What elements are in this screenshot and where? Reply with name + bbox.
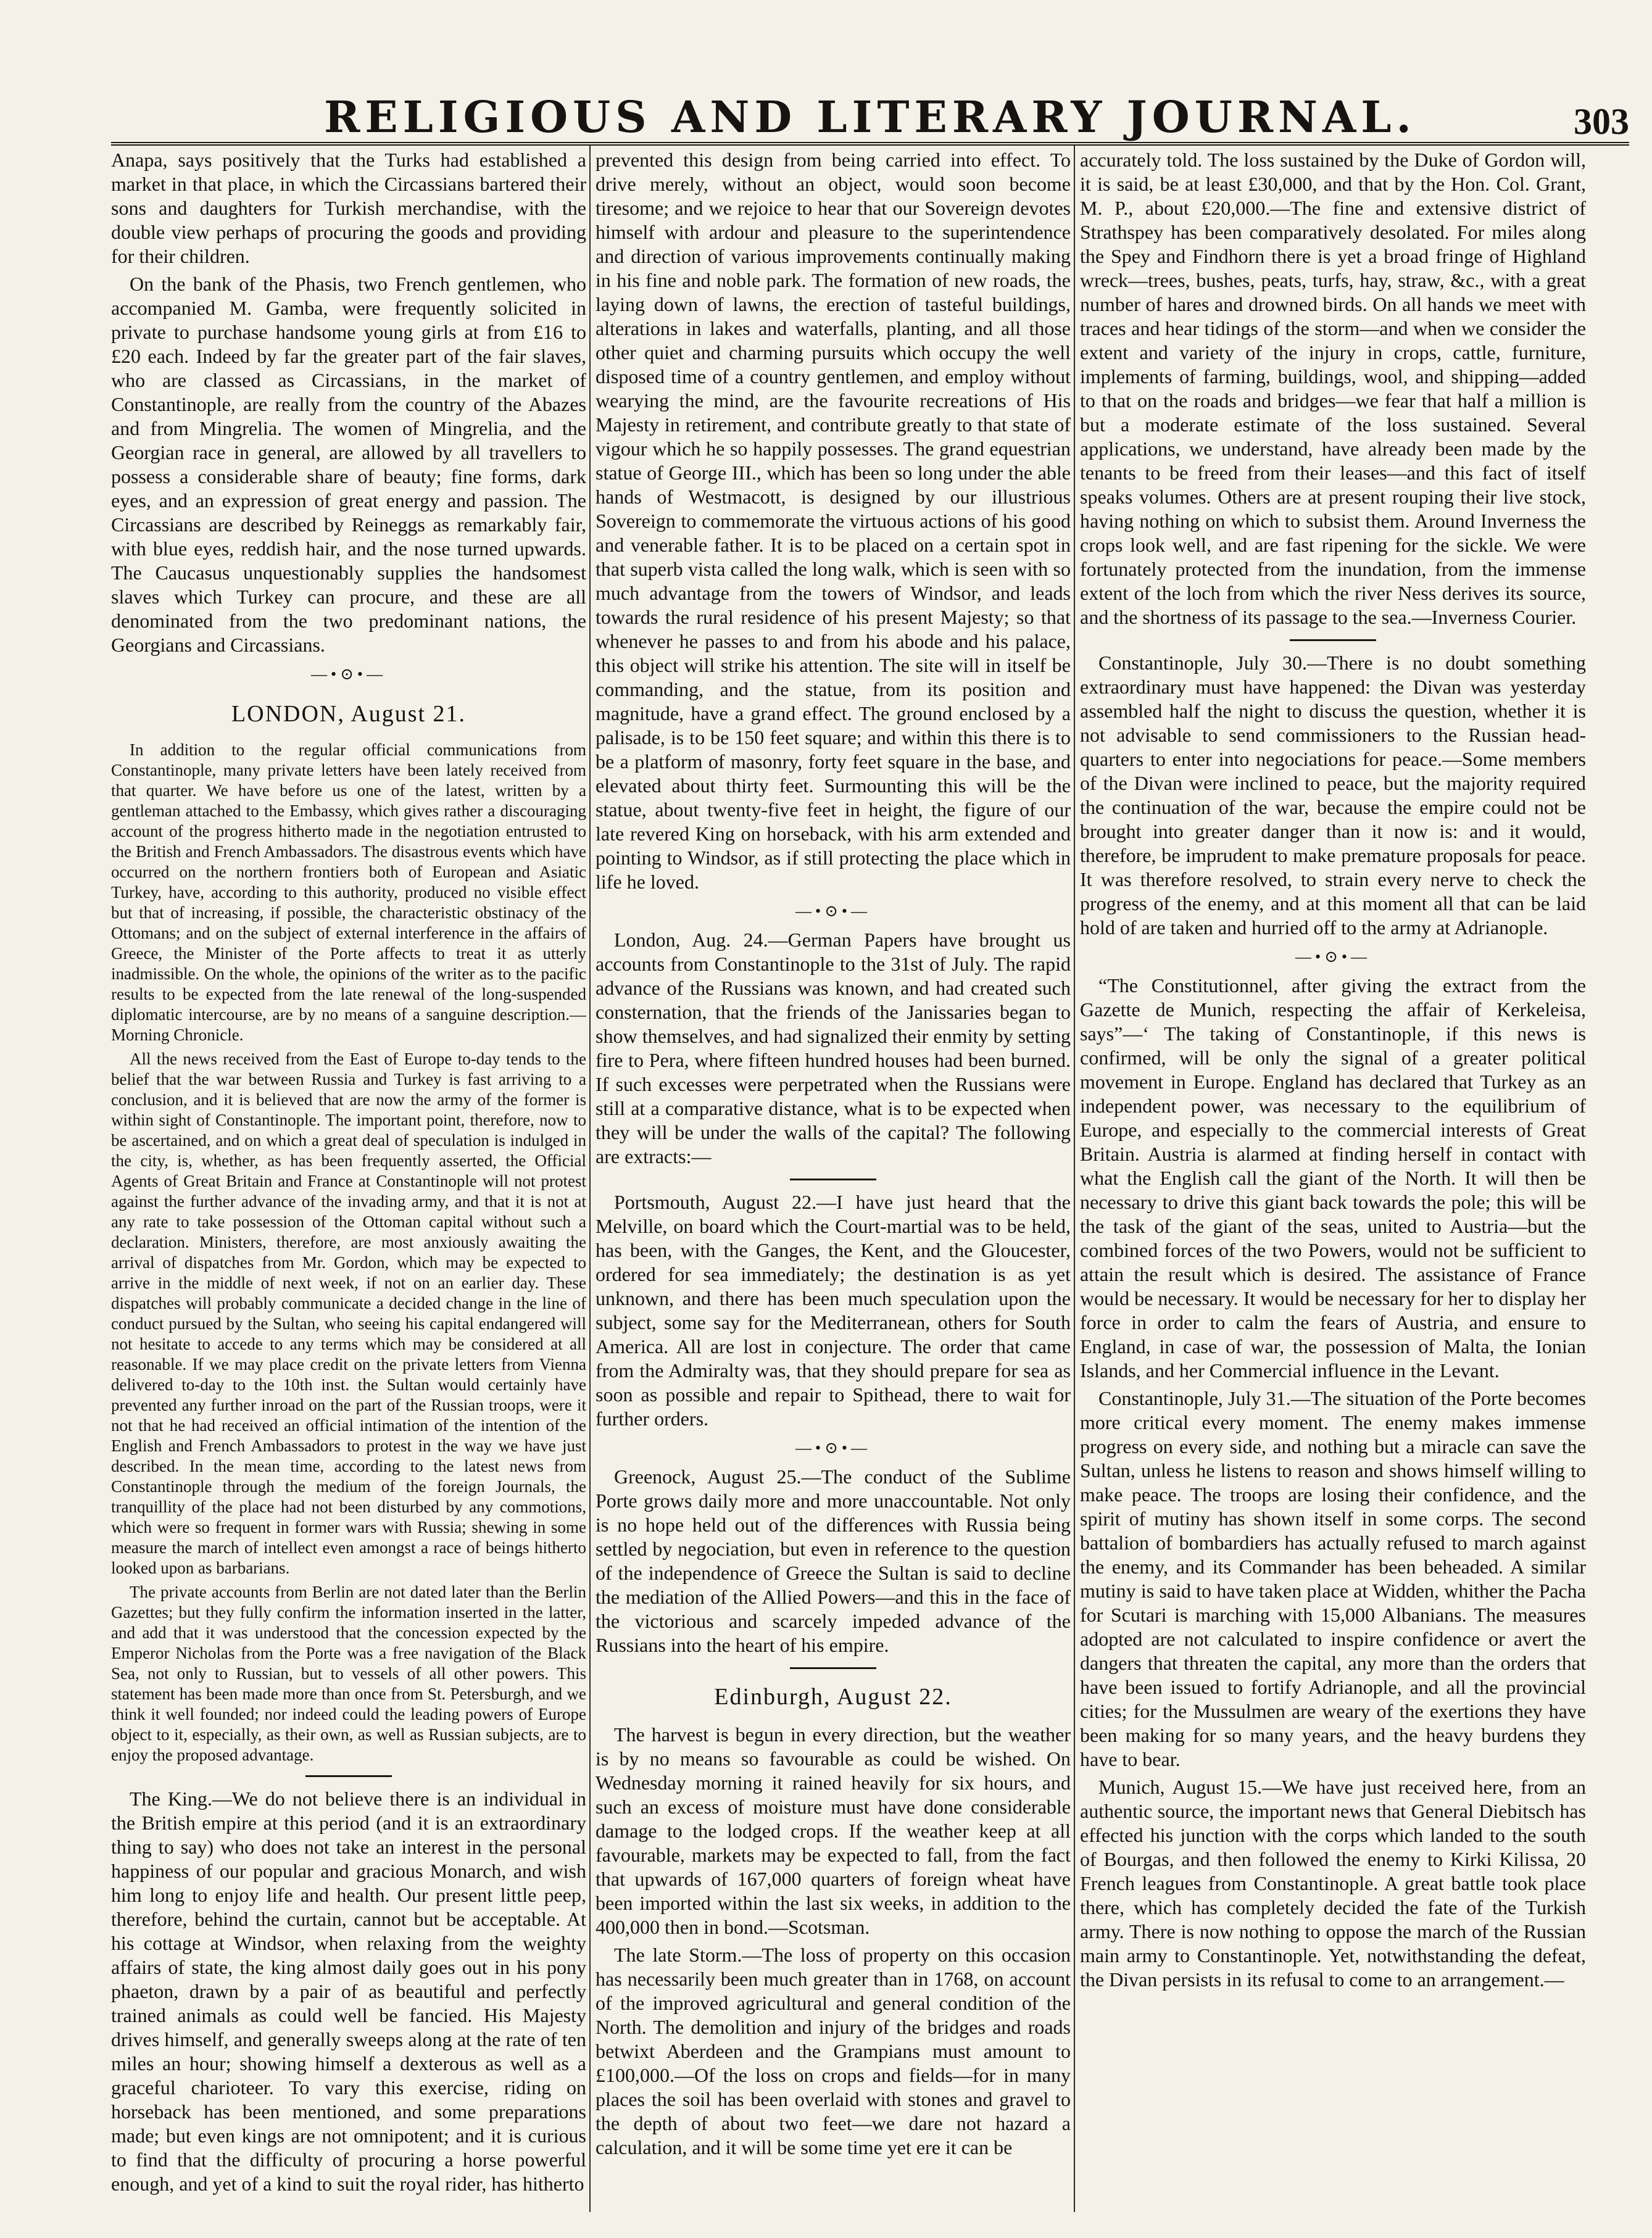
column-2 (596, 148, 1071, 2209)
article-paragraph: “The Constitutionnel, after giving the extract from the Gazette de Munich, respecting the affair of Kerkeleisa, says”—‘ The taking of Constantinople, if this news is confirmed, will be only the signal of a greater political movement in Europe. England has declared that Turkey as an independent power, was necessary to the equilibrium of Europe, and especially to the commercial interests of Great Britain. Austria is alarmed at finding herself in contact with what the English call the giant of the North. It will then be necessary to drive this giant back towards the pole; this will be the task of the giant of the seas, united to Austria—but the combined forces of the two Powers, would not be sufficient to attain the result which is desired. The assistance of France would be necessary. It would be necessary for her to display her force in order to calm the fears of Austria, and ensure to England, in case of war, the possession of Malta, the Ionian Islands, and her Commercial influence in the Levant. (1080, 974, 1586, 1382)
section-rule (1290, 639, 1376, 641)
column-divider (1074, 145, 1075, 2212)
article-paragraph: London, Aug. 24.—German Papers have brought us accounts from Constantinople to the 31st of July. The rapid advance of the Russians was known, and had created such consternation, that the friends of the Janissaries began to show themselves, and had signalized their enmity by setting fire to Pera, where fifteen hundred houses had been burned. If such excesses were perpetrated when the Russians were still at a comparative distance, what is to be expected when they will be under the walls of the capital? The following are extracts:— (596, 929, 1071, 1167)
article-paragraph: Constantinople, July 30.—There is no doubt something extraordinary must have happened: the Divan was yesterday assembled half the night to discuss the question, whether it is not advisable to send commissioners to the Russian head-quarters to enter into negociations for peace.—Some members of the Divan were inclined to peace, but the majority required the continuation of the war, because the empire could not be brought into greater danger than it now is: and it would, therefore, be imprudent to make premature proposals for peace. It was therefore resolved, to strain every nerve to check the progress of the enemy, and at this moment all that can be laid hold of are taken and hurried off to the army at Adrianople. (1080, 652, 1586, 939)
article-paragraph: Constantinople, July 31.—The situation of the Porte becomes more critical every moment. The enemy makes immense progress on every side, and nothing but a miracle can save the Sultan, unless he listens to reason and shows himself willing to make peace. The troops are losing their confidence, and the spirit of mutiny has shown itself in some corps. The second battalion of bombardiers has actually refused to march against the enemy, and its Commander has been beheaded. A similar mutiny is said to have taken place at Widden, whither the Pacha for Scutari is marching with 15,000 Albanians. The measures adopted are not calculated to inspire confidence or avert the dangers that threaten the capital, any more than the orders that have been issued to fortify Adrianople, and all the provincial cities; for the Mussulmen are weary of the exertions they have been making for so many years, and the heavy burdens they have to bear. (1080, 1387, 1586, 1770)
section-heading: Edinburgh, August 22. (714, 1684, 952, 1710)
column-1 (111, 148, 586, 2209)
column-divider (589, 145, 591, 2212)
article-paragraph: All the news received from the East of Europe to-day tends to the belief that the war between Russia and Turkey is fast arriving to a conclusion, and it is believed that are now the army of the former is within sight of Constantinople. The important point, therefore, now to be ascertained, and on which a great deal of speculation is indulged in the city, is, whether, as has been frequently asserted, the Official Agents of Great Britain and France at Constantinople will not protest against the further advance of the invading army, and that it is not at any rate to take possession of the Ottoman capital without such a declaration. Ministers, therefore, are most anxiously awaiting the arrival of dispatches from Mr. Gordon, which may be expected to arrive in the middle of next week, if not on an earlier day. These dispatches will probably communicate a decided change in the line of conduct pursued by the Sultan, who seeing his capital endangered will not hesitate to accede to any terms which may be considered at all reasonable. If we may place credit on the private letters from Vienna delivered to-day to the 10th inst. the Sultan would certainly have prevented any further inroad on the part of the Russian troops, were it not that he had received an official intimation of the intention of the English and French Ambassadors to protest in the way we have just described. In the mean time, according to the latest news from Constantinople through the medium of the foreign Journals, the tranquillity of the place had not been disturbed by any commotions, which were so frequent in former wars with Russia; shewing in some measure the march of intellect even amongst a race of beings hitherto looked upon as barbarians. (111, 1050, 586, 1577)
ornament-divider: —•⊙•— (1295, 948, 1371, 966)
ornament-divider: —•⊙•— (795, 1439, 871, 1457)
section-rule (790, 1179, 876, 1180)
article-paragraph: In addition to the regular official communications from Constantinople, many private letters have been lately received from that quarter. We have before us one of the latest, written by a gentleman attached to the Embassy, which gives rather a discouraging account of the progress hitherto made in the negotiation entrusted to the British and French Ambassadors. The disastrous events which have occurred on the northern frontiers both of European and Asiatic Turkey, have, according to this authority, produced no visible effect but that of increasing, if possible, the characteristic obstinacy of the Ottomans; and on the subject of external interference in the affairs of Greece, the Minister of the Porte affects to treat it as utterly inadmissible. On the whole, the opinions of the writer as to the pacific results to be expected from the late renewal of the long-suspended diplomatic intercourse, are by no means of a sanguine description.—Morning Chronicle. (111, 740, 586, 1044)
article-paragraph: Anapa, says positively that the Turks had established a market in that place, in which the Circassians bartered their sons and daughters for Turkish merchandise, with the double view perhaps of procuring the goods and providing for their children. (111, 149, 586, 267)
article-paragraph: The harvest is begun in every direction, but the weather is by no means so favourable as could be wished. On Wednesday morning it rained heavily for six hours, and such an excess of moisture must have done considerable damage to the lodged crops. If the weather keep at all favourable, markets may be expected to fall, from the fact that upwards of 167,000 quarters of foreign wheat have been imported within the last six weeks, in addition to the 400,000 then in bond.—Scotsman. (596, 1723, 1071, 1938)
article-paragraph: The private accounts from Berlin are not dated later than the Berlin Gazettes; but they fully confirm the information inserted in the latter, and add that it was understood that the concession expected by the Emperor Nicholas from the Porte was a free navigation of the Black Sea, not only to Russian, but to vessels of all other powers. This statement has been made more than once from St. Petersburgh, and we think it well founded; nor indeed could the leading powers of Europe object to it, especially, as their own, as well as Russian subjects, are to enjoy the proposed advantage. (111, 1583, 586, 1764)
article-paragraph: Greenock, August 25.—The conduct of the Sublime Porte grows daily more and more unaccountable. Not only is no hope held out of the differences with Russia being settled by negociation, but even in reference to the question of the independence of Greece the Sultan is said to decline the mediation of the Allied Powers—and this in the face of the victorious and scarcely impeded advance of the Russians into the heart of his empire. (596, 1465, 1071, 1656)
ornament-divider: —•⊙•— (795, 902, 871, 920)
masthead-title: RELIGIOUS AND LITERARY JOURNAL. (324, 91, 1416, 143)
section-rule (305, 1775, 392, 1777)
article-paragraph: prevented this design from being carried into effect. To drive merely, without an object, would soon become tiresome; and we rejoice to hear that our Sovereign devotes himself with ardour and pleasure to the superintendence and direction of various improvements continually making in his fine and noble park. The formation of new roads, the laying down of lawns, the erection of tasteful buildings, alterations in lakes and waterfalls, planting, and all those other quiet and charming pursuits which occupy the well disposed time of a country gentlemen, and employ without wearying the mind, are the favourite recreations of His Majesty in retirement, and contribute greatly to that state of vigour which he so happily possesses. The grand equestrian statue of George III., which has been so long under the able hands of Westmacott, is designed by our illustrious Sovereign to commemorate the virtuous actions of his good and venerable father. It is to be placed on a certain spot in that superb vista called the long walk, which is seen with so much advantage from the towers of Windsor, and leads towards the rural residence of his present Majesty; so that whenever he passes to and from his abode and his palace, this object will strike his attention. The site will in itself be commanding, and the statue, from its position and magnitude, have a grand effect. The ground enclosed by a palisade, is to be 150 feet square; and within this there is to be a platform of masonry, forty feet square in the base, and elevated about thirty feet. Surmounting this will be the statue, about twenty-five feet in height, the figure of our late revered King on horseback, with his arm extended and pointing to Windsor, as if still protecting the place which in life he loved. (596, 149, 1071, 893)
page-number: 303 (1574, 101, 1629, 142)
column-3 (1080, 148, 1586, 2209)
article-paragraph: Portsmouth, August 22.—I have just heard that the Melville, on board which the Court-martial was to be held, has been, with the Ganges, the Kent, and the Gloucester, ordered for sea immediately; the destination is as yet unknown, and there has been much speculation upon the subject, some say for the Mediterranean, others for South America. All are lost in conjecture. The order that came from the Admiralty was, that they should prepare for sea as soon as possible and repair to Spithead, there to wait for further orders. (596, 1191, 1071, 1430)
section-heading: LONDON, August 21. (231, 701, 467, 727)
article-paragraph: On the bank of the Phasis, two French gentlemen, who accompanied M. Gamba, were frequently solicited in private to purchase handsome young girls at from £16 to £20 each. Indeed by far the greater part of the fair slaves, who are classed as Circassians, in the market of Constantinople, are really from the country of the Abazes and from Mingrelia. The women of Mingrelia, and the Georgian race in general, are allowed by all travellers to possess a considerable share of beauty; fine forms, dark eyes, and an expression of great energy and passion. The Circassians are described by Reineggs as remarkably fair, with blue eyes, reddish hair, and the nose turned upwards. The Caucasus unquestionably supplies the handsomest slaves which Turkey can procure, and these are all denominated from the two predominant nations, the Georgians and Circassians. (111, 273, 586, 656)
ornament-divider: —•⊙•— (311, 665, 386, 683)
article-paragraph: The late Storm.—The loss of property on this occasion has necessarily been much greater than in 1768, on account of the improved agricultural and general condition of the North. The demolition and injury of the bridges and roads betwixt Aberdeen and the Grampians must amount to £100,000.—Of the loss on crops and fields—for in many places the soil has been overlaid with stones and gravel to the depth of about two feet—we dare not hazard a calculation, and it will be some time yet ere it can be (596, 1944, 1071, 2158)
article-paragraph: Munich, August 15.—We have just received here, from an authentic source, the important news that General Diebitsch has effected his junction with the corps which landed to the south of Bourgas, and then followed the enemy to Kirki Kilissa, 20 French leagues from Constantinople. A great battle took place there, which has completely decided the fate of the Turkish army. There is now nothing to oppose the march of the Russian main army to Constantinople. Yet, notwithstanding the defeat, the Divan persists in its refusal to come to an arrangement.— (1080, 1776, 1586, 1991)
masthead (111, 93, 1629, 146)
article-paragraph: accurately told. The loss sustained by the Duke of Gordon will, it is said, be at least £30,000, and that by the Hon. Col. Grant, M. P., about £20,000.—The fine and extensive district of Strathspey has been comparatively desolated. For miles along the Spey and Findhorn there is yet a broad fringe of Highland wreck—trees, bushes, peats, turfs, hay, straw, &c., with a great number of hares and drowned birds. On all hands we meet with traces and hear tidings of the storm—and when we consider the extent and variety of the injury in crops, cattle, furniture, implements of farming, buildings, wool, and shipping—added to that on the roads and bridges—we fear that half a million is but a moderate estimate of the loss sustained. Several applications, we understand, have already been made by the tenants to be freed from their leases—and this fact of itself speaks volumes. Others are at present rouping their live stock, having nothing on which to subsist them. Around Inverness the crops look well, and are fast ripening for the sickle. We were fortunately protected from the inundation, from the immense extent of the loch from which the river Ness derives its source, and the shortness of its passage to the sea.—Inverness Courier. (1080, 149, 1586, 628)
article-paragraph: The King.—We do not believe there is an individual in the British empire at this period (and it is an extraordinary thing to say) who does not take an interest in the personal happiness of our popular and gracious Monarch, and wish him long to enjoy life and health. Our present little peep, therefore, behind the curtain, cannot but be acceptable. At his cottage at Windsor, when relaxing from the weighty affairs of state, the king almost daily goes out in his pony phaeton, drawn by a pair of as beautiful and perfectly trained animals as could well be fancied. His Majesty drives himself, and generally sweeps along at the rate of ten miles an hour; showing himself a dexterous as well as a graceful charioteer. To vary this exercise, riding on horseback has been mentioned, and some preparations made; but even kings are not omnipotent; and it is curious to find that the difficulty of procuring a horse powerful enough, and yet of a kind to suit the royal rider, has hitherto (111, 1788, 586, 2195)
section-rule (790, 1667, 876, 1669)
